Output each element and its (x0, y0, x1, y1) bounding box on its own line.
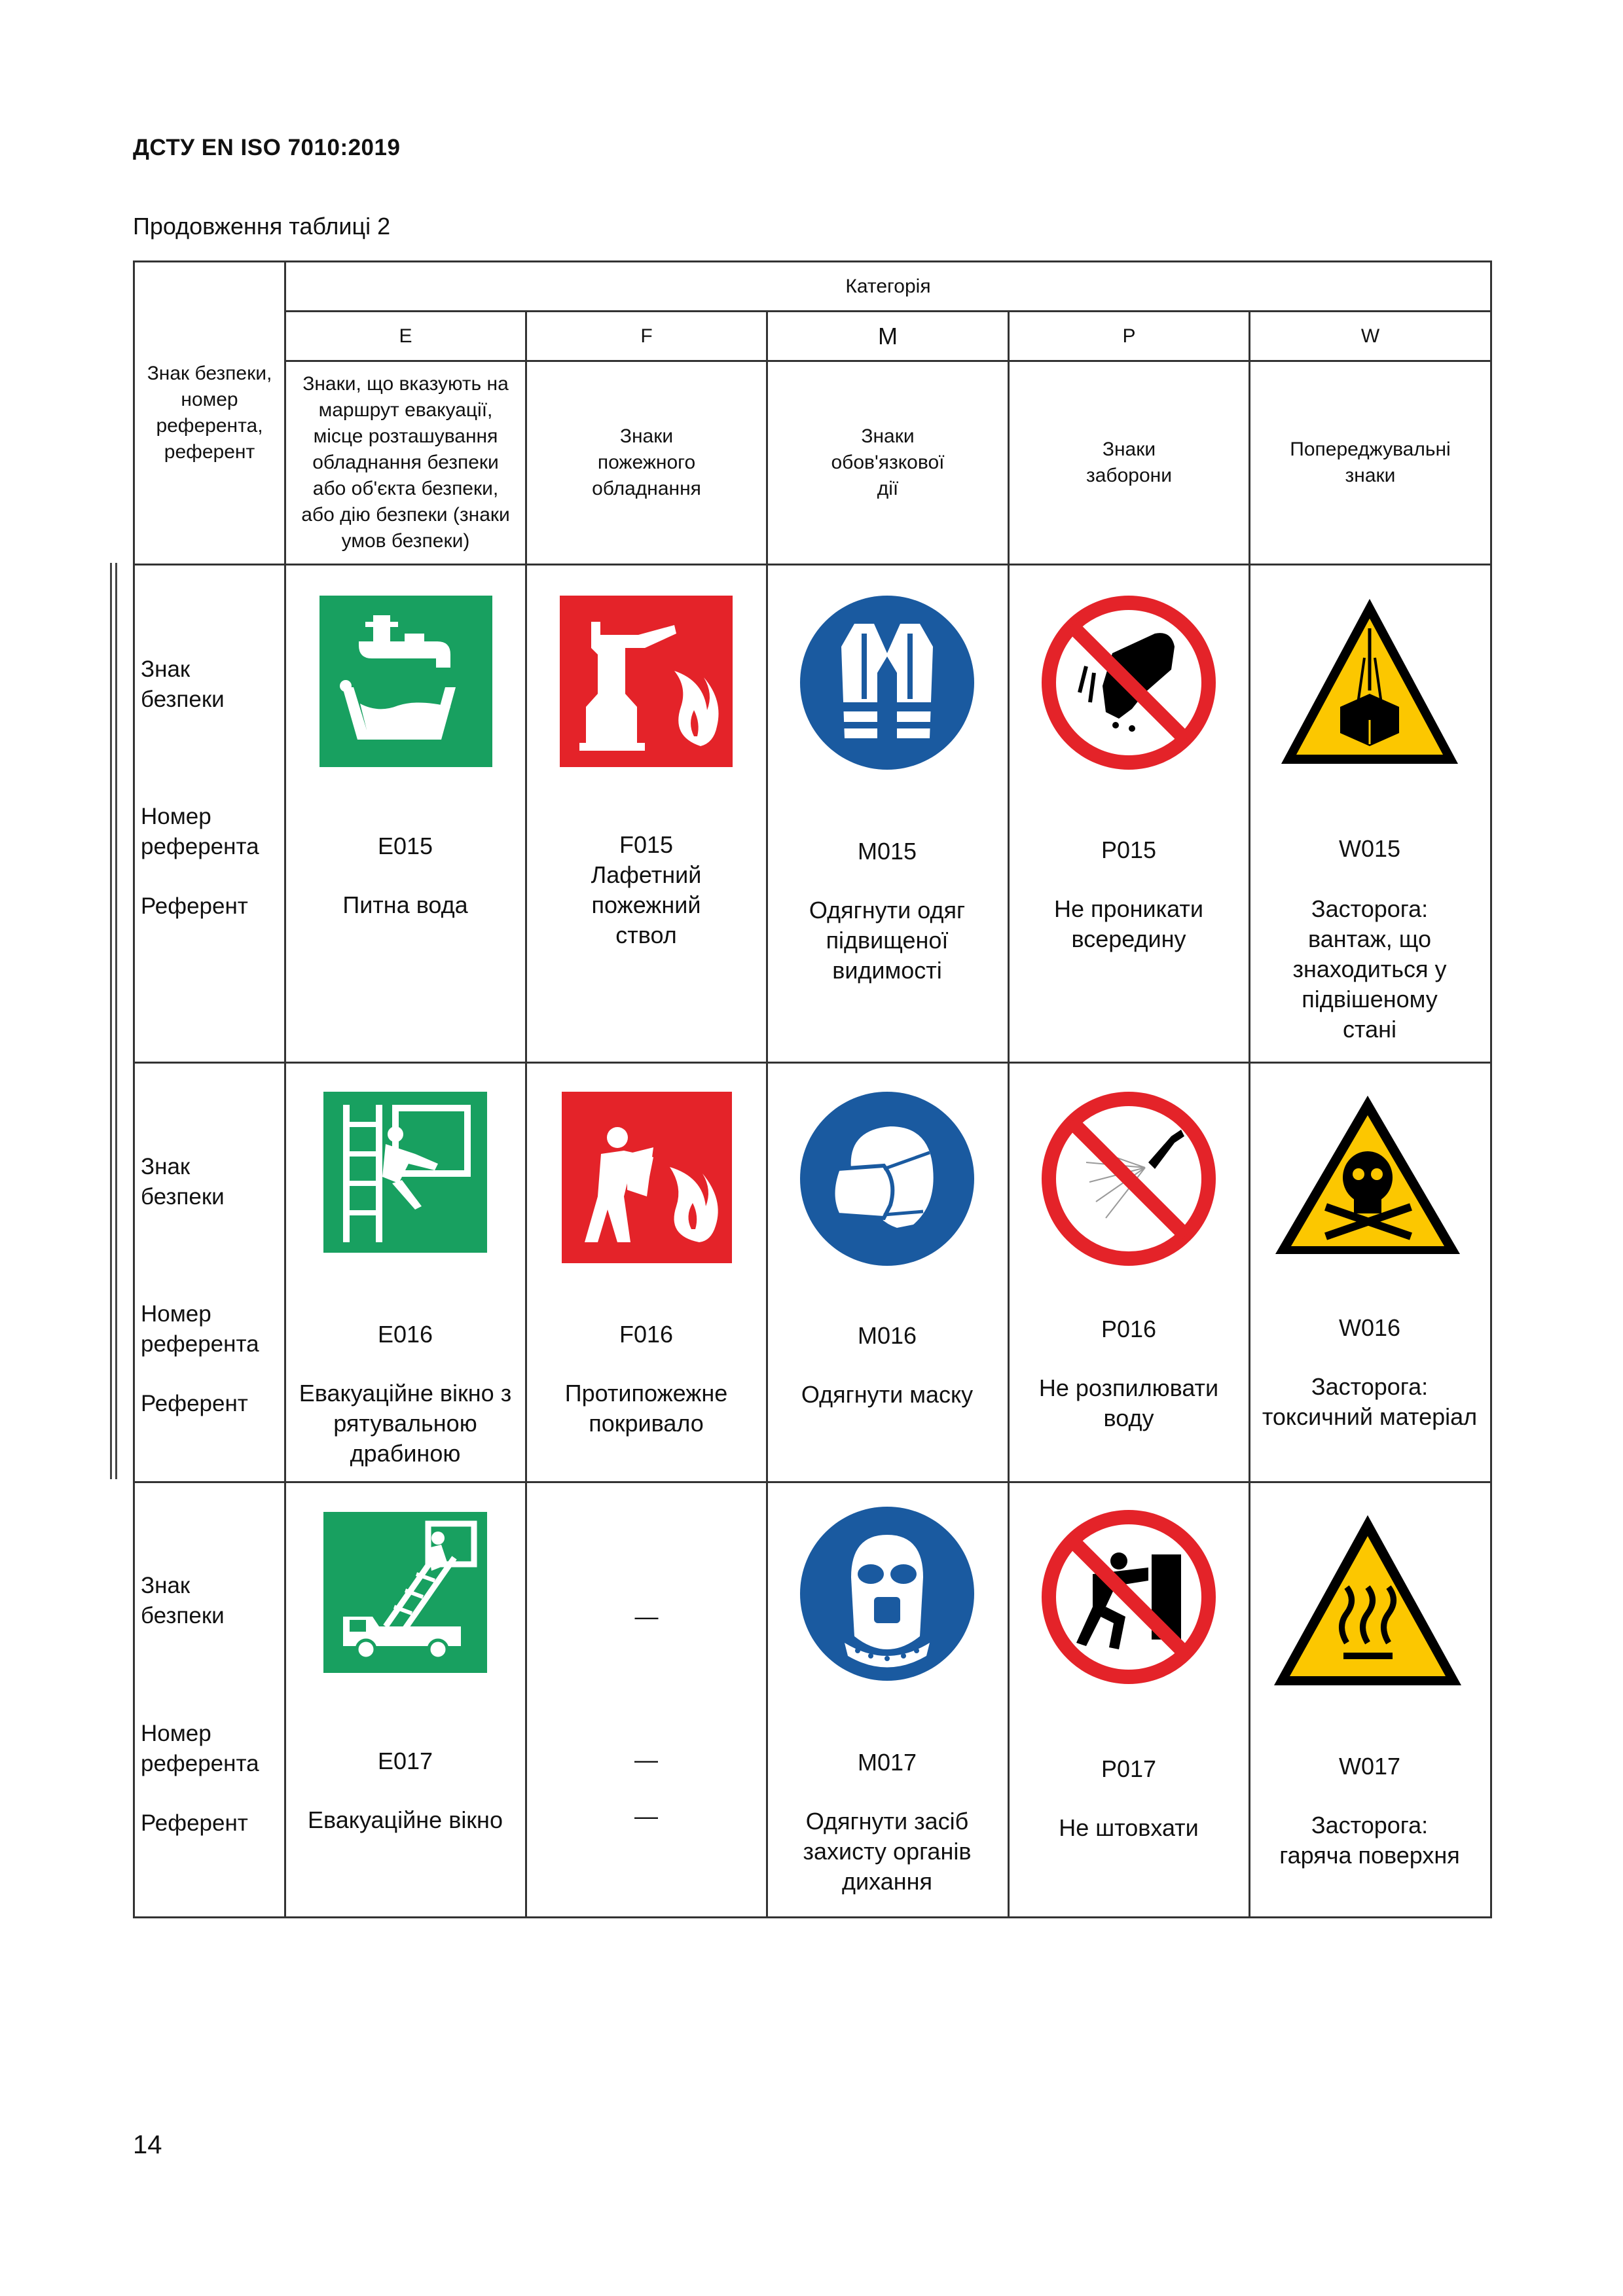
drinking-water-icon (319, 596, 492, 767)
category-desc-e: Знаки, що вказують на маршрут евакуації, місце розташування обладнання безпеки або об'єкта безпеки, або дію безпеки (знаки умов безпеки) (301, 373, 510, 552)
grid-line (133, 1916, 1492, 1918)
referent-number: E017 (377, 1748, 433, 1774)
empty-sign-dash: — (634, 1603, 659, 1630)
referent-text: — (634, 1803, 658, 1829)
category-letter-m: M (878, 322, 898, 350)
referent-number: W016 (1338, 1314, 1401, 1341)
respirator-icon (799, 1505, 976, 1682)
referent-number: E016 (377, 1321, 433, 1348)
grid-line (133, 1062, 1492, 1064)
category-header: Категорія (845, 275, 931, 297)
change-bar (115, 563, 117, 1479)
referent-number: F016 (619, 1321, 674, 1348)
rescue-window-icon (323, 1512, 487, 1673)
referent-number: M017 (857, 1749, 917, 1776)
referent-text: Одягнути засіб захисту органів дихання (803, 1808, 972, 1895)
referent-text: Евакуаційне вікно (308, 1806, 503, 1833)
referent-text: Евакуаційне вікно з рятувальною драбиною (299, 1380, 512, 1467)
fire-blanket-icon (562, 1092, 732, 1263)
grid-line (1490, 260, 1492, 1918)
fire-monitor-icon (560, 596, 733, 767)
referent-text: Не проникати всередину (1054, 895, 1203, 952)
referent-text: Питна вода (342, 891, 468, 918)
referent-text: Протипожежне покривало (564, 1380, 728, 1437)
row-label-referent: Референт (141, 1391, 248, 1416)
row-header-cell: Знак безпеки, номер референта, референт (147, 363, 272, 463)
category-letter-p: P (1122, 325, 1136, 347)
referent-number: P015 (1101, 836, 1157, 863)
row-label-referent: Референт (141, 1810, 248, 1836)
referent-number: P017 (1101, 1755, 1157, 1782)
row-label-referent: Референт (141, 893, 248, 919)
category-desc-m: Знаки обов'язкової дії (831, 425, 945, 499)
referent-text: Засторога: вантаж, що знаходиться у підвішеному стані (1292, 895, 1447, 1043)
referent-text: Одягнути маску (801, 1381, 974, 1408)
referent-number: W015 (1338, 835, 1401, 862)
row-label-number: Номер референта (141, 804, 259, 859)
referent-number: — (634, 1746, 658, 1773)
no-water-spray-icon (1040, 1090, 1217, 1267)
category-letter-w: W (1360, 325, 1380, 347)
referent-number: P016 (1101, 1316, 1157, 1342)
referent-number: E015 (377, 833, 433, 859)
referent-text: Не розпилювати воду (1038, 1374, 1219, 1431)
change-bar (110, 563, 112, 1479)
referent-number: W017 (1338, 1753, 1401, 1780)
page-number: 14 (133, 2130, 162, 2159)
toxic-material-icon (1264, 1089, 1472, 1261)
referent-text: Не штовхати (1059, 1814, 1199, 1841)
row-label-number: Номер референта (141, 1301, 259, 1357)
referent-text: Засторога: гаряча поверхня (1279, 1812, 1460, 1869)
referent-text: Засторога: токсичний матеріал (1262, 1373, 1478, 1430)
referent-number: F015 (619, 831, 674, 858)
category-desc-p: Знаки заборони (1085, 439, 1172, 486)
category-letter-f: F (640, 325, 653, 347)
doc-title: ДСТУ EN ISO 7010:2019 (133, 135, 401, 160)
wear-mask-icon (799, 1090, 976, 1267)
row-label-sign: Знак безпеки (141, 1154, 225, 1210)
referent-text: Лафетний пожежний ствол (591, 861, 702, 948)
referent-text: Одягнути одяг підвищеної видимості (809, 897, 966, 984)
category-letter-e: E (399, 325, 412, 347)
referent-number: M015 (857, 838, 917, 865)
row-label-number: Номер референта (141, 1721, 259, 1776)
high-visibility-vest-icon (799, 594, 976, 771)
grid-line (133, 1481, 1492, 1483)
table-continuation-caption: Продовження таблиці 2 (133, 213, 391, 240)
row-label-sign: Знак безпеки (141, 1573, 225, 1628)
hot-surface-icon (1271, 1509, 1464, 1689)
category-desc-f: Знаки пожежного обладнання (592, 425, 701, 499)
escape-ladder-icon (323, 1092, 487, 1253)
referent-number: M016 (857, 1322, 917, 1349)
overhead-load-icon (1278, 592, 1461, 769)
no-reaching-in-icon (1040, 594, 1217, 771)
category-desc-w: Попереджувальні знаки (1290, 439, 1451, 486)
row-label-sign: Знак безпеки (141, 656, 225, 712)
no-pushing-icon (1040, 1509, 1217, 1685)
grid-line (133, 564, 1492, 565)
